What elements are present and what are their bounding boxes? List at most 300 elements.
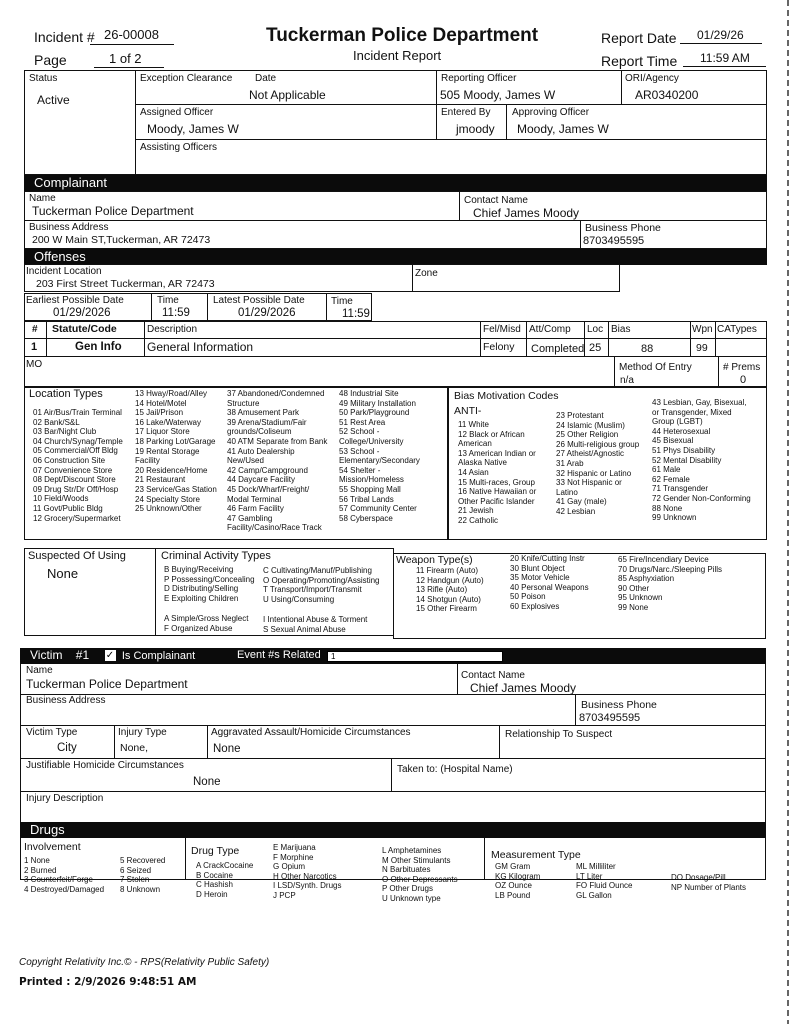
location-type-item: 08 Dept/Discount Store (33, 475, 116, 485)
involvement-item: 1 None (24, 856, 50, 865)
offense-statute: Gen Info (75, 341, 122, 353)
location-type-item: Facility/Casino/Race Track (227, 523, 322, 533)
location-type-item: 24 Specialty Store (135, 494, 200, 504)
reporting-officer-label: Reporting Officer (441, 73, 517, 84)
drug-type-item: J PCP (273, 890, 296, 900)
approving-officer-value: Moody, James W (517, 122, 609, 136)
printed-timestamp: Printed : 2/9/2026 9:48:51 AM (19, 976, 197, 988)
drug-type-col1 (196, 861, 253, 899)
location-type-item: 56 Tribal Lands (339, 494, 394, 504)
weapon-type-item: 15 Other Firearm (416, 604, 477, 614)
drug-type-item: M Other Stimulants (382, 855, 451, 865)
is-complainant-checkbox[interactable]: ✓ (105, 650, 115, 662)
prems-label: # Prems (723, 362, 761, 373)
time1-label: Time (157, 295, 179, 306)
divider (326, 293, 327, 321)
divider (391, 758, 392, 791)
justifiable-value: None (193, 776, 221, 788)
criminal-activity-item: E Exploiting Children (164, 593, 239, 603)
measurement-item: GL Gallon (576, 890, 612, 900)
location-type-item: 51 Rest Area (339, 417, 386, 427)
location-type-item: 23 Service/Gas Station (135, 484, 217, 494)
col-loc: Loc (587, 324, 604, 335)
is-complainant-label: Is Complainant (121, 650, 196, 662)
divider (151, 293, 152, 321)
injury-type: None, (120, 742, 149, 754)
bias-code-item: Other Pacific Islander (458, 496, 535, 506)
bias-code-item: 26 Multi-religious group (556, 439, 640, 449)
drug-type-title: Drug Type (191, 845, 240, 857)
offense-bias: 88 (641, 343, 654, 355)
bias-code-item: 23 Protestant (556, 411, 604, 420)
offense-num: 1 (31, 341, 38, 353)
bias-code-item: 24 Islamic (Muslim) (556, 420, 625, 430)
location-type-item: 54 Shelter - (339, 465, 381, 475)
weapon-type-item: 99 None (618, 602, 649, 612)
divider (608, 321, 609, 357)
divider (20, 791, 766, 792)
victim-phone-label: Business Phone (581, 699, 657, 711)
location-type-item: 53 School - (339, 446, 380, 456)
weapon-type-item: 65 Fire/Incendiary Device (618, 555, 709, 564)
drug-type-item: G Opium (273, 862, 306, 872)
weapon-type-item: 14 Shotgun (Auto) (416, 594, 481, 604)
criminal-activity-item: C Cultivating/Manuf/Publishing (263, 566, 372, 575)
weapon-type-item: 40 Personal Weapons (510, 582, 589, 592)
report-time: 11:59 AM (700, 51, 750, 65)
location-types-title: Location Types (29, 388, 103, 400)
report-time-label: Report Time (601, 53, 678, 69)
location-type-item: 14 Hotel/Motel (135, 398, 187, 408)
bias-code-item: 43 Lesbian, Gay, Bisexual, (652, 398, 747, 407)
divider (207, 293, 208, 321)
bias-code-item: 14 Asian (458, 467, 489, 477)
measurement-item: FO Fluid Ounce (576, 881, 633, 891)
page-value: 1 of 2 (109, 51, 142, 66)
involvement-title: Involvement (24, 841, 81, 853)
location-type-item: 21 Restaurant (135, 475, 186, 485)
relationship-label: Relationship To Suspect (505, 729, 613, 740)
date-label: Date (255, 73, 277, 84)
divider (480, 321, 481, 357)
divider (575, 694, 576, 725)
criminal-activity-item: T Transport/Import/Transmit (263, 585, 362, 595)
exception-value: Not Applicable (249, 88, 326, 102)
bias-code-item: 22 Catholic (458, 515, 499, 525)
bias-code-item: 13 American Indian or (458, 448, 536, 458)
location-type-item: 47 Gambling (227, 513, 273, 523)
divider (46, 321, 47, 357)
drug-type-item: L Amphetamines (382, 846, 442, 855)
location-type-item: 58 Cyberspace (339, 513, 393, 523)
location-type-item: Facility (135, 456, 160, 466)
offense-table (24, 321, 767, 357)
location-type-item: 50 Park/Playground (339, 408, 410, 418)
injury-description-label: Injury Description (26, 793, 104, 804)
divider (580, 220, 581, 249)
divider (135, 139, 767, 140)
aggravated-value: None (213, 743, 241, 755)
involvement-col1 (24, 856, 104, 894)
measurement-col2 (576, 862, 632, 900)
criminal-activity-item: A Simple/Gross Neglect (164, 614, 249, 623)
taken-to-label: Taken to: (Hospital Name) (397, 764, 513, 775)
offense-loc: 25 (589, 342, 602, 354)
divider (135, 70, 136, 175)
location-type-item: 25 Unknown/Other (135, 504, 202, 514)
col-catypes: CATypes (717, 324, 757, 335)
criminal-activity-col3 (164, 614, 248, 633)
weapon-type-item: 90 Other (618, 583, 650, 593)
entered-by-value: jmoody (456, 122, 495, 136)
complainant-name: Tuckerman Police Department (32, 204, 194, 218)
location-type-item: 57 Community Center (339, 504, 417, 514)
divider (457, 664, 458, 694)
location-type-item: 12 Grocery/Supermarket (33, 513, 121, 523)
drug-type-item: I LSD/Synth. Drugs (273, 881, 342, 891)
divider (718, 357, 719, 387)
divider (499, 725, 500, 758)
method-of-entry: n/a (620, 375, 634, 386)
weapon-type-item: 20 Knife/Cutting Instr (510, 554, 585, 563)
status-value: Active (37, 93, 70, 107)
bias-code-item: 16 Native Hawaiian or (458, 487, 537, 497)
bias-code-item: 52 Mental Disability (652, 455, 722, 465)
aggravated-label: Aggravated Assault/Homicide Circumstances (211, 727, 411, 738)
divider (436, 70, 437, 139)
drug-type-item: C Hashish (196, 880, 233, 890)
location-type-item: Structure (227, 398, 260, 408)
bias-code-item: 27 Atheist/Agnostic (556, 449, 625, 459)
complainant-phone-label: Business Phone (585, 222, 661, 234)
weapon-types-title: Weapon Type(s) (396, 554, 473, 566)
drug-type-item: H Other Narcotics (273, 871, 337, 881)
latest-date-label: Latest Possible Date (213, 295, 305, 306)
bias-codes-col3 (652, 398, 751, 523)
criminal-activity-item: U Using/Consuming (263, 594, 335, 604)
report-date-underline (680, 43, 762, 44)
time2: 11:59 (342, 308, 370, 320)
divider (135, 104, 767, 105)
involvement-item: 3 Counterfeit/Forge (24, 875, 93, 885)
bias-code-item: 11 White (458, 420, 489, 429)
drug-type-item: D Heroin (196, 889, 228, 899)
location-type-item: 48 Industrial Site (339, 389, 399, 398)
victim-phone: 8703495595 (579, 712, 641, 724)
bias-code-item: Latino (556, 487, 578, 497)
location-type-item: 20 Residence/Home (135, 465, 208, 475)
col-num: # (32, 324, 38, 335)
bias-code-item: 51 Phys Disability (652, 445, 716, 455)
offense-wpn: 99 (696, 342, 708, 354)
complainant-contact: Chief James Moody (473, 206, 580, 220)
divider (484, 838, 485, 880)
drug-type-col2 (273, 843, 341, 901)
bias-code-item: American (458, 439, 492, 449)
location-type-item: 16 Lake/Waterway (135, 417, 201, 427)
bias-code-item: Group (LGBT) (652, 417, 703, 427)
suspected-using-value: None (47, 566, 79, 581)
report-time-underline (683, 66, 766, 67)
bias-code-item: 33 Not Hispanic or (556, 478, 622, 488)
location-type-item: 18 Parking Lot/Garage (135, 436, 216, 446)
entered-by-label: Entered By (441, 107, 491, 118)
location-type-item: 37 Abandoned/Condemned (227, 389, 325, 398)
location-type-item: 02 Bank/S&L (33, 417, 80, 427)
page-underline (94, 67, 164, 68)
approving-officer-label: Approving Officer (512, 107, 590, 118)
location-type-item: 39 Arena/Stadium/Fair (227, 417, 307, 427)
weapon-types-col1 (416, 566, 484, 614)
col-statute: Statute/Code (52, 323, 117, 335)
divider (526, 321, 527, 357)
weapon-type-item: 50 Poison (510, 592, 546, 602)
location-type-item: 41 Auto Dealership (227, 446, 295, 456)
suspected-using-title: Suspected Of Using (28, 550, 126, 562)
weapon-type-item: 60 Explosives (510, 601, 560, 611)
zone-label: Zone (415, 268, 438, 279)
victim-name: Tuckerman Police Department (26, 677, 188, 691)
page-label: Page (34, 52, 67, 68)
time2-label: Time (331, 296, 353, 307)
location-type-item: 07 Convenience Store (33, 465, 113, 475)
method-of-entry-label: Method Of Entry (619, 362, 692, 373)
scan-edge (787, 0, 789, 1024)
criminal-activity-item: B Buying/Receiving (164, 565, 234, 574)
weapon-type-item: 70 Drugs/Narc./Sleeping Pills (618, 564, 723, 574)
divider (621, 70, 622, 104)
earliest-date: 01/29/2026 (53, 307, 111, 319)
bias-code-item: or Transgender, Mixed (652, 407, 732, 417)
col-description: Description (147, 324, 198, 335)
justifiable-label: Justifiable Homicide Circumstances (26, 760, 184, 771)
complainant-contact-label: Contact Name (464, 195, 528, 206)
ori-value: AR0340200 (635, 88, 699, 102)
bias-code-item: 71 Transgender (652, 484, 709, 494)
bias-code-item: 72 Gender Non-Conforming (652, 493, 751, 503)
location-type-item: Modal Terminal (227, 494, 282, 504)
measurement-item: LB Pound (495, 890, 531, 900)
complainant-phone: 8703495595 (583, 235, 645, 247)
involvement-item: 8 Unknown (120, 884, 161, 894)
location-type-item: 03 Bar/Night Club (33, 427, 97, 437)
criminal-activity-col1 (164, 565, 255, 603)
location-type-item: 17 Liquor Store (135, 427, 190, 437)
location-type-item: College/University (339, 436, 404, 446)
time1: 11:59 (162, 307, 190, 319)
measurement-item: ML Milliliter (576, 862, 616, 871)
location-type-item: 49 Military Installation (339, 398, 416, 408)
complainant-header: Complainant (24, 175, 767, 191)
divider (24, 338, 767, 339)
report-date: 01/29/26 (697, 28, 744, 42)
drug-type-item: U Unknown type (382, 893, 441, 903)
measurement-title: Measurement Type (491, 849, 581, 861)
location-types-col4 (339, 389, 420, 523)
weapon-type-item: 95 Unknown (618, 593, 663, 603)
location-type-item: 11 Govt/Public Bldg (33, 503, 103, 513)
weapon-types-col3 (618, 555, 722, 613)
divider (185, 838, 186, 880)
involvement-item: 7 Stolen (120, 875, 150, 885)
bias-code-item: 62 Female (652, 474, 690, 484)
involvement-item: 5 Recovered (120, 856, 166, 865)
criminal-activity-item: I Intentional Abuse & Torment (263, 615, 368, 624)
victim-number: #1 (75, 648, 90, 662)
complainant-name-label: Name (29, 193, 56, 204)
assigned-officer-value: Moody, James W (147, 122, 239, 136)
status-label: Status (29, 73, 58, 84)
drug-type-item: F Morphine (273, 852, 314, 862)
involvement-col2 (120, 856, 165, 894)
divider (144, 321, 145, 357)
drug-type-item: P Other Drugs (382, 884, 433, 894)
location-type-item: 06 Construction Site (33, 455, 106, 465)
incident-number: 26-00008 (104, 27, 159, 42)
location-type-item: grounds/Coliseum (227, 427, 292, 437)
bias-code-item: 61 Male (652, 465, 681, 475)
victim-name-label: Name (26, 665, 53, 676)
incident-number-label: Incident # (34, 29, 95, 45)
injury-type-label: Injury Type (118, 727, 167, 738)
offenses-header: Offenses (24, 249, 767, 265)
location-type-item: 55 Shopping Mall (339, 484, 401, 494)
weapon-type-item: 11 Firearm (Auto) (416, 566, 479, 575)
criminal-activity-item: O Operating/Promoting/Assisting (263, 575, 380, 585)
weapon-type-item: 35 Motor Vehicle (510, 573, 570, 583)
location-type-item: 09 Drug Str/Dr Off/Hosp (33, 484, 119, 494)
criminal-activity-title: Criminal Activity Types (161, 550, 271, 562)
bias-code-item: 25 Other Religion (556, 430, 619, 440)
col-wpn: Wpn (692, 324, 713, 335)
measurement-item: OZ Ounce (495, 881, 532, 891)
drug-type-item: B Cocaine (196, 870, 233, 880)
department-title: Tuckerman Police Department (266, 25, 539, 46)
exception-clearance-label: Exception Clearance (140, 73, 233, 84)
incident-location: 203 First Street Tuckerman, AR 72473 (36, 278, 215, 290)
prems-value: 0 (740, 374, 747, 386)
drug-type-col3 (382, 846, 458, 904)
col-attcomp: Att/Comp (529, 324, 571, 335)
location-type-item: 05 Commercial/Off Bldg (33, 446, 118, 456)
bias-codes-title: Bias Motivation Codes (454, 390, 559, 402)
complainant-address: 200 W Main ST,Tuckerman, AR 72473 (32, 234, 211, 246)
location-types-col1 (33, 408, 123, 523)
location-type-item: 52 School - (339, 427, 380, 437)
location-type-item: 13 Hway/Road/Alley (135, 389, 208, 398)
measurement-col1 (495, 862, 540, 900)
bias-code-item: 12 Black or African (458, 429, 525, 439)
victim-contact: Chief James Moody (470, 681, 577, 695)
earliest-date-label: Earliest Possible Date (26, 295, 124, 306)
drug-type-item: E Marijuana (273, 843, 316, 852)
weapon-types-col2 (510, 554, 589, 612)
bias-codes-col1 (458, 420, 536, 526)
drug-type-item: A CrackCocaine (196, 861, 254, 870)
divider (20, 758, 766, 759)
assisting-officers-label: Assisting Officers (140, 142, 218, 153)
latest-date: 01/29/2026 (238, 307, 296, 319)
location-type-item: 01 Air/Bus/Train Terminal (33, 408, 122, 417)
victim-type: City (57, 742, 77, 754)
divider (459, 191, 460, 220)
complainant-address-label: Business Address (29, 222, 109, 233)
bias-codes-col2 (556, 411, 639, 517)
victim-type-label: Victim Type (26, 727, 78, 738)
involvement-item: 4 Destroyed/Damaged (24, 884, 105, 894)
location-type-item: Elementary/Secondary (339, 456, 420, 466)
weapon-type-item: 12 Handgun (Auto) (416, 575, 484, 585)
involvement-item: 6 Seized (120, 865, 152, 875)
bias-code-item: 42 Lesbian (556, 506, 596, 516)
event-related-field[interactable]: 1 (327, 651, 503, 662)
copyright-text: Copyright Relativity Inc.© - RPS(Relativity Public Safety) (19, 957, 270, 968)
measurement-item: GM Gram (495, 862, 531, 871)
divider (412, 264, 413, 292)
measurement-item: DO Dosage/Pill (671, 873, 726, 882)
location-type-item: 44 Daycare Facility (227, 475, 296, 485)
criminal-activity-item: S Sexual Animal Abuse (263, 624, 346, 634)
report-header (0, 0, 791, 70)
weapon-type-item: 30 Blunt Object (510, 563, 565, 573)
divider (20, 725, 766, 726)
bias-code-item: 41 Gay (male) (556, 497, 607, 507)
measurement-item: KG Kilogram (495, 871, 541, 881)
divider (690, 321, 691, 357)
location-type-item: 15 Jail/Prison (135, 408, 184, 418)
location-type-item: 42 Camp/Campground (227, 465, 308, 475)
is-complainant-group (105, 648, 196, 662)
victim-address-label: Business Address (26, 695, 106, 706)
event-related-label: Event #s Related (237, 649, 321, 661)
divider (20, 694, 766, 695)
location-type-item: Mission/Homeless (339, 475, 404, 485)
criminal-activity-col2 (263, 566, 380, 604)
mo-label: MO (26, 359, 43, 370)
ori-label: ORI/Agency (625, 73, 679, 84)
criminal-activity-col4 (263, 615, 367, 634)
drugs-header: Drugs (20, 822, 766, 838)
col-felmisd: Fel/Misd (483, 324, 521, 335)
incident-underline (90, 44, 174, 45)
bias-code-item: 88 None (652, 503, 683, 513)
bias-code-item: 15 Multi-races, Group (458, 477, 535, 487)
bias-anti-label: ANTI- (454, 405, 482, 417)
divider (24, 220, 767, 221)
bias-code-item: Alaska Native (458, 458, 507, 468)
location-type-item: 45 Dock/Wharf/Freight/ (227, 484, 310, 494)
divider (114, 725, 115, 758)
measurement-col3 (671, 873, 746, 892)
divider (614, 357, 615, 387)
divider (715, 321, 716, 357)
location-types-col2 (135, 389, 217, 514)
location-type-item: 40 ATM Separate from Bank (227, 436, 328, 446)
bias-code-item: 99 Unknown (652, 513, 697, 523)
divider (207, 725, 208, 758)
report-subtitle: Incident Report (353, 48, 442, 63)
offense-felmisd: Felony (483, 341, 515, 353)
location-type-item: 10 Field/Woods (33, 494, 89, 504)
location-type-item: 19 Rental Storage (135, 446, 200, 456)
drug-type-item: O Other Depressants (382, 874, 458, 884)
drug-type-item: N Barbituates (382, 865, 431, 875)
divider (506, 104, 507, 139)
criminal-activity-item: F Organized Abuse (164, 623, 233, 633)
measurement-item: LT Liter (576, 871, 603, 881)
bias-code-item: 32 Hispanic or Latino (556, 468, 632, 478)
victim-title: Victim (30, 648, 63, 662)
